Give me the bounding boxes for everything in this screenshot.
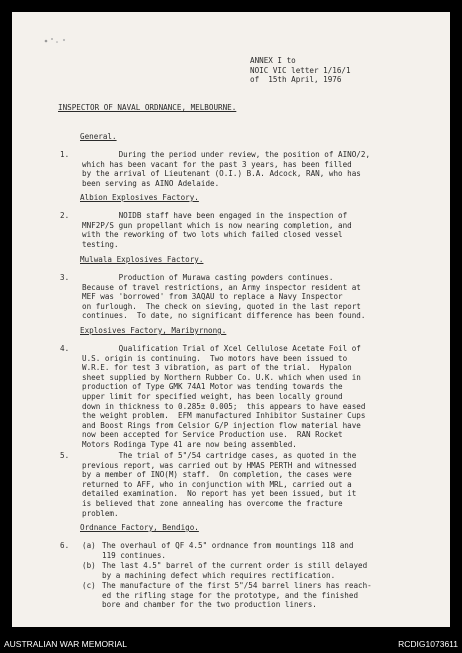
- document-page: [12, 12, 450, 627]
- heading-mulwala: Mulwala Explosives Factory.: [80, 255, 204, 264]
- archive-footer: [0, 637, 462, 653]
- para-1-text: During the period under review, the position of AINO/2, which has been vacant for the past 3 years, has been filled by the arrival of Lieutenant (O.I.) B.A. Adcock, RAN, who has been serving as AINO Adelaide.: [82, 150, 371, 188]
- para-5-text: The trial of 5"/54 cartridge cases, as quoted in the previous report, was carried out by HMAS PERTH and witnessed by a member of INO(M) staff. On completion, the cases were returned to AFF, who in conjunction with MRL, carried out a detailed examination. No report has yet been issued, but it is believed that zone annealing has overcome the fracture problem.: [82, 451, 357, 518]
- annex-line-2: NOIC VIC letter 1/16/1: [250, 65, 351, 75]
- heading-albion: Albion Explosives Factory.: [80, 193, 199, 202]
- annex-line-3: of 15th April, 1976: [250, 75, 342, 85]
- footer-record-id: RCDIG1073611: [398, 639, 458, 649]
- para-6c-label: (c): [82, 581, 96, 590]
- para-6b-text: The last 4.5" barrel of the current order is still delayed by a machining defect which requires rectification.: [102, 561, 368, 580]
- annex-reference: [250, 56, 351, 85]
- para-1-number: 1.: [60, 150, 70, 159]
- heading-general: General.: [80, 132, 117, 141]
- para-5-number: 5.: [60, 451, 70, 460]
- heading-maribyrnong: Explosives Factory, Maribyrnong.: [80, 326, 227, 335]
- para-4-text: Qualification Trial of Xcel Cellulose Acetate Foil of U.S. origin is continuing. Two motors have been issued to W.R.E. for test 3 vibration, as part of the trial. Hypalon sheet supplied by Northern Rubber Co. U.K. which when used in production of Type GMK 74A1 Motor was tending towards the upper limit for specified weight, has been locally ground down in thickness to 0.285± 0.005; this appears to have eased the weight problem. EFM manufactured Inhibitor Sustainer Cups and Boost Rings from Celsior G/P injection flow material have now been accepted for Service Production use. RAN Rocket Motors Rodinga Type 41 are now being assembled.: [82, 344, 366, 449]
- para-6-number: 6.: [60, 541, 70, 550]
- footer-institution: AUSTRALIAN WAR MEMORIAL: [4, 639, 127, 649]
- para-3-number: 3.: [60, 273, 70, 282]
- para-6a-label: (a): [82, 541, 96, 550]
- para-3-text: Production of Murawa casting powders continues. Because of travel restrictions, an Army inspector resident at MEF was 'borrowed' from 3AQAU to replace a Navy Inspector on furlough. The check on sieving, quoted in the last report continues. To date, no significant difference has been found.: [82, 273, 366, 321]
- para-6c-text: The manufacture of the first 5"/54 barrel liners has reach- ed the rifling stage for the prototype, and the finished bore and chamber for the two production liners.: [102, 581, 372, 610]
- annex-line-1: ANNEX I to: [250, 56, 296, 65]
- ink-smudge: [42, 36, 70, 46]
- document-title: INSPECTOR OF NAVAL ORDNANCE, MELBOURNE.: [58, 103, 237, 112]
- para-6a-text: The overhaul of QF 4.5" ordnance from mountings 118 and 119 continues.: [102, 541, 354, 560]
- para-2-number: 2.: [60, 211, 70, 220]
- heading-bendigo: Ordnance Factory, Bendigo.: [80, 523, 199, 532]
- para-6b-label: (b): [82, 561, 96, 570]
- para-2-text: NOIDB staff have been engaged in the inspection of MNF2P/S gun propellant which is now nearing completion, and with the reworking of two lots which failed closed vessel testing.: [82, 211, 352, 249]
- para-4-number: 4.: [60, 344, 70, 353]
